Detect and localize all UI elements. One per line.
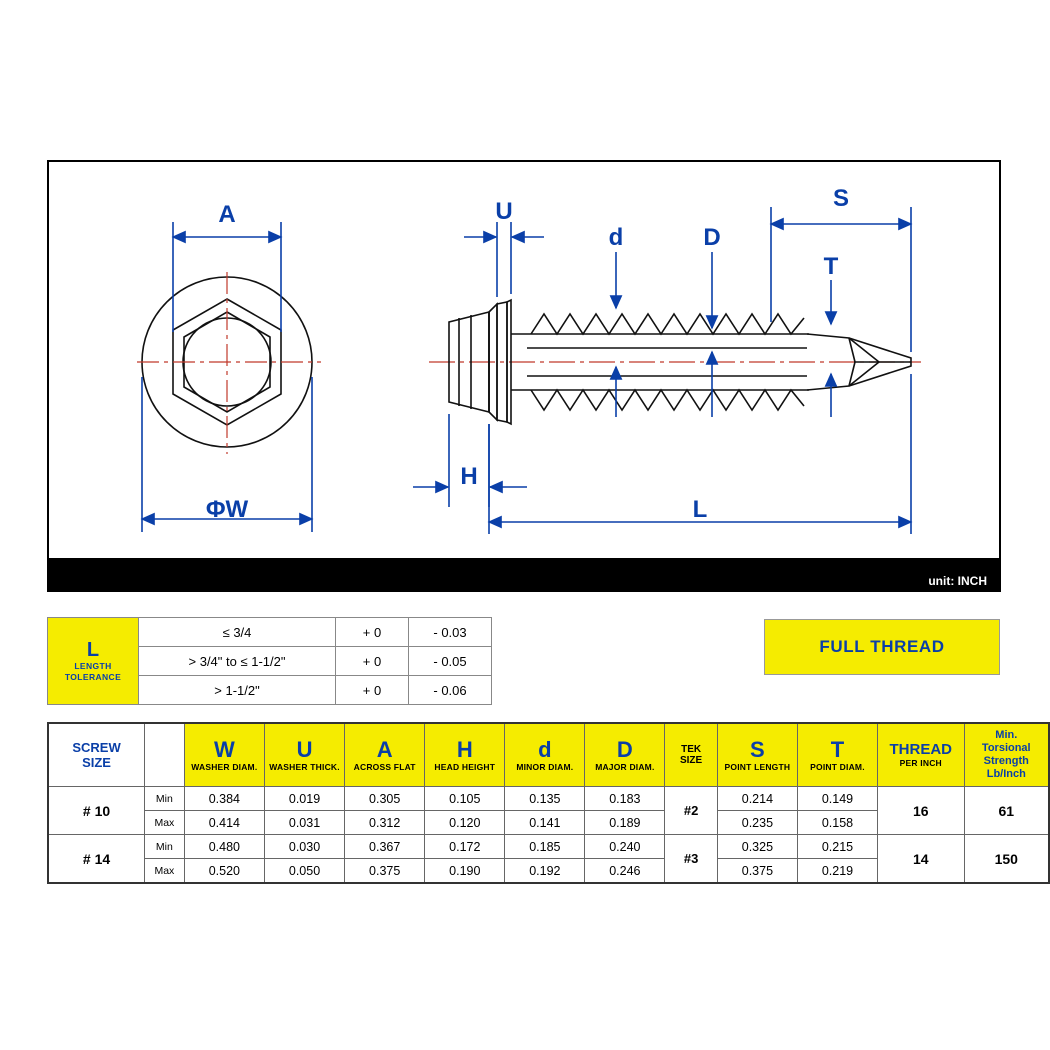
header-thread-line2: PER INCH <box>899 758 942 768</box>
cell-thread: 14 <box>877 835 964 884</box>
row-min-label: Min <box>145 787 185 811</box>
label-H: H <box>460 463 478 490</box>
row-max-label: Max <box>145 859 185 884</box>
tolerance-plus: + 0 <box>336 647 409 676</box>
cell-A-min: 0.367 <box>345 835 425 859</box>
cell-d-min: 0.185 <box>505 835 585 859</box>
row-max-label: Max <box>145 811 185 835</box>
cell-U-min: 0.019 <box>264 787 344 811</box>
label-phiW: ΦW <box>205 496 249 523</box>
cell-W-min: 0.384 <box>184 787 264 811</box>
tolerance-range: > 3/4" to ≤ 1-1/2" <box>139 647 336 676</box>
table-row <box>48 835 1049 859</box>
cell-T-min: 0.215 <box>797 835 877 859</box>
cell-S-min: 0.214 <box>717 787 797 811</box>
cell-torsion: 150 <box>964 835 1049 884</box>
header-col-S <box>717 723 797 787</box>
table-header-row <box>48 723 1049 787</box>
technical-drawing-panel <box>47 160 1001 560</box>
tolerance-label-line2: TOLERANCE <box>64 672 122 682</box>
label-d: d <box>608 224 624 251</box>
label-A: A <box>218 201 236 228</box>
tolerance-range: > 1-1/2" <box>139 676 336 705</box>
header-symbol: d <box>538 736 552 762</box>
row-size: # 14 <box>48 835 145 884</box>
header-col-torsion <box>964 723 1049 787</box>
header-torsion-line4: Lb/Inch <box>986 768 1026 780</box>
cell-U-max: 0.031 <box>264 811 344 835</box>
header-desc: MINOR DIAM. <box>516 761 574 772</box>
label-S: S <box>832 185 850 212</box>
dimension-lines <box>142 207 911 534</box>
unit-label: unit: INCH <box>928 574 987 588</box>
table-row <box>48 618 492 647</box>
cell-D-max: 0.246 <box>585 859 665 884</box>
cell-H-min: 0.172 <box>425 835 505 859</box>
cell-H-max: 0.120 <box>425 811 505 835</box>
header-desc: WASHER THICK. <box>269 761 340 772</box>
header-col-thread <box>877 723 964 787</box>
header-col-H <box>425 723 505 787</box>
label-L: L <box>692 496 708 523</box>
cell-A-max: 0.375 <box>345 859 425 884</box>
cell-tek: #3 <box>665 835 717 884</box>
cell-U-min: 0.030 <box>264 835 344 859</box>
header-desc: ACROSS FLAT <box>353 761 416 772</box>
header-symbol: D <box>616 736 633 762</box>
cell-d-max: 0.141 <box>505 811 585 835</box>
header-desc: HEAD HEIGHT <box>434 761 496 772</box>
header-symbol: T <box>830 736 845 762</box>
cell-D-min: 0.183 <box>585 787 665 811</box>
cell-thread: 16 <box>877 787 964 835</box>
tolerance-minus: - 0.05 <box>409 647 492 676</box>
header-symbol: W <box>213 736 235 762</box>
cell-T-max: 0.158 <box>797 811 877 835</box>
header-col-D <box>585 723 665 787</box>
tolerance-label-cell <box>48 618 139 705</box>
row-size: # 10 <box>48 787 145 835</box>
header-tek-line2: SIZE <box>679 755 703 766</box>
tolerance-plus: + 0 <box>336 618 409 647</box>
screw-specification-table <box>47 722 1050 884</box>
header-desc: POINT DIAM. <box>810 761 865 772</box>
header-col-A <box>345 723 425 787</box>
cell-W-min: 0.480 <box>184 835 264 859</box>
cell-D-max: 0.189 <box>585 811 665 835</box>
tolerance-range: ≤ 3/4 <box>139 618 336 647</box>
header-symbol: H <box>456 736 473 762</box>
cell-d-min: 0.135 <box>505 787 585 811</box>
cell-H-min: 0.105 <box>425 787 505 811</box>
tolerance-label-line1: LENGTH <box>74 661 112 671</box>
length-tolerance-table <box>47 617 492 705</box>
header-symbol: S <box>750 736 765 762</box>
header-tek-line1: TEK <box>681 744 702 755</box>
header-col-W <box>184 723 264 787</box>
header-thread-line1: THREAD <box>889 741 953 758</box>
header-screw-size-line2: SIZE <box>82 755 111 770</box>
header-symbol: A <box>376 736 393 762</box>
cell-W-max: 0.520 <box>184 859 264 884</box>
header-torsion-line3: Strength <box>983 755 1029 767</box>
header-torsion-line1: Min. <box>995 729 1018 741</box>
cell-A-max: 0.312 <box>345 811 425 835</box>
dimension-labels <box>206 185 849 523</box>
cell-S-max: 0.375 <box>717 859 797 884</box>
tolerance-symbol: L <box>86 639 100 661</box>
cell-tek: #2 <box>665 787 717 835</box>
cell-U-max: 0.050 <box>264 859 344 884</box>
cell-T-max: 0.219 <box>797 859 877 884</box>
full-thread-badge: FULL THREAD <box>764 619 1000 675</box>
header-screw-size <box>48 723 145 787</box>
row-min-label: Min <box>145 835 185 859</box>
unit-bar <box>47 560 1001 592</box>
cell-D-min: 0.240 <box>585 835 665 859</box>
cell-S-max: 0.235 <box>717 811 797 835</box>
header-minmax-spacer <box>145 723 185 787</box>
cell-H-max: 0.190 <box>425 859 505 884</box>
tolerance-plus: + 0 <box>336 676 409 705</box>
cell-d-max: 0.192 <box>505 859 585 884</box>
label-U: U <box>495 198 513 225</box>
tolerance-minus: - 0.06 <box>409 676 492 705</box>
header-col-d <box>505 723 585 787</box>
cell-W-max: 0.414 <box>184 811 264 835</box>
header-symbol: U <box>296 736 313 762</box>
header-col-tek <box>665 723 717 787</box>
header-screw-size-line1: SCREW <box>72 740 121 755</box>
screw-drawing-svg <box>49 162 999 558</box>
cell-S-min: 0.325 <box>717 835 797 859</box>
cell-A-min: 0.305 <box>345 787 425 811</box>
header-desc: POINT LENGTH <box>724 761 791 772</box>
table-row <box>48 787 1049 811</box>
header-desc: WASHER DIAM. <box>191 761 258 772</box>
header-torsion-line2: Torsional <box>981 742 1031 754</box>
header-col-T <box>797 723 877 787</box>
cell-T-min: 0.149 <box>797 787 877 811</box>
cell-torsion: 61 <box>964 787 1049 835</box>
header-desc: MAJOR DIAM. <box>595 761 655 772</box>
header-col-U <box>264 723 344 787</box>
label-T: T <box>823 253 839 280</box>
label-D: D <box>703 224 721 251</box>
centerlines <box>137 272 921 454</box>
tolerance-minus: - 0.03 <box>409 618 492 647</box>
